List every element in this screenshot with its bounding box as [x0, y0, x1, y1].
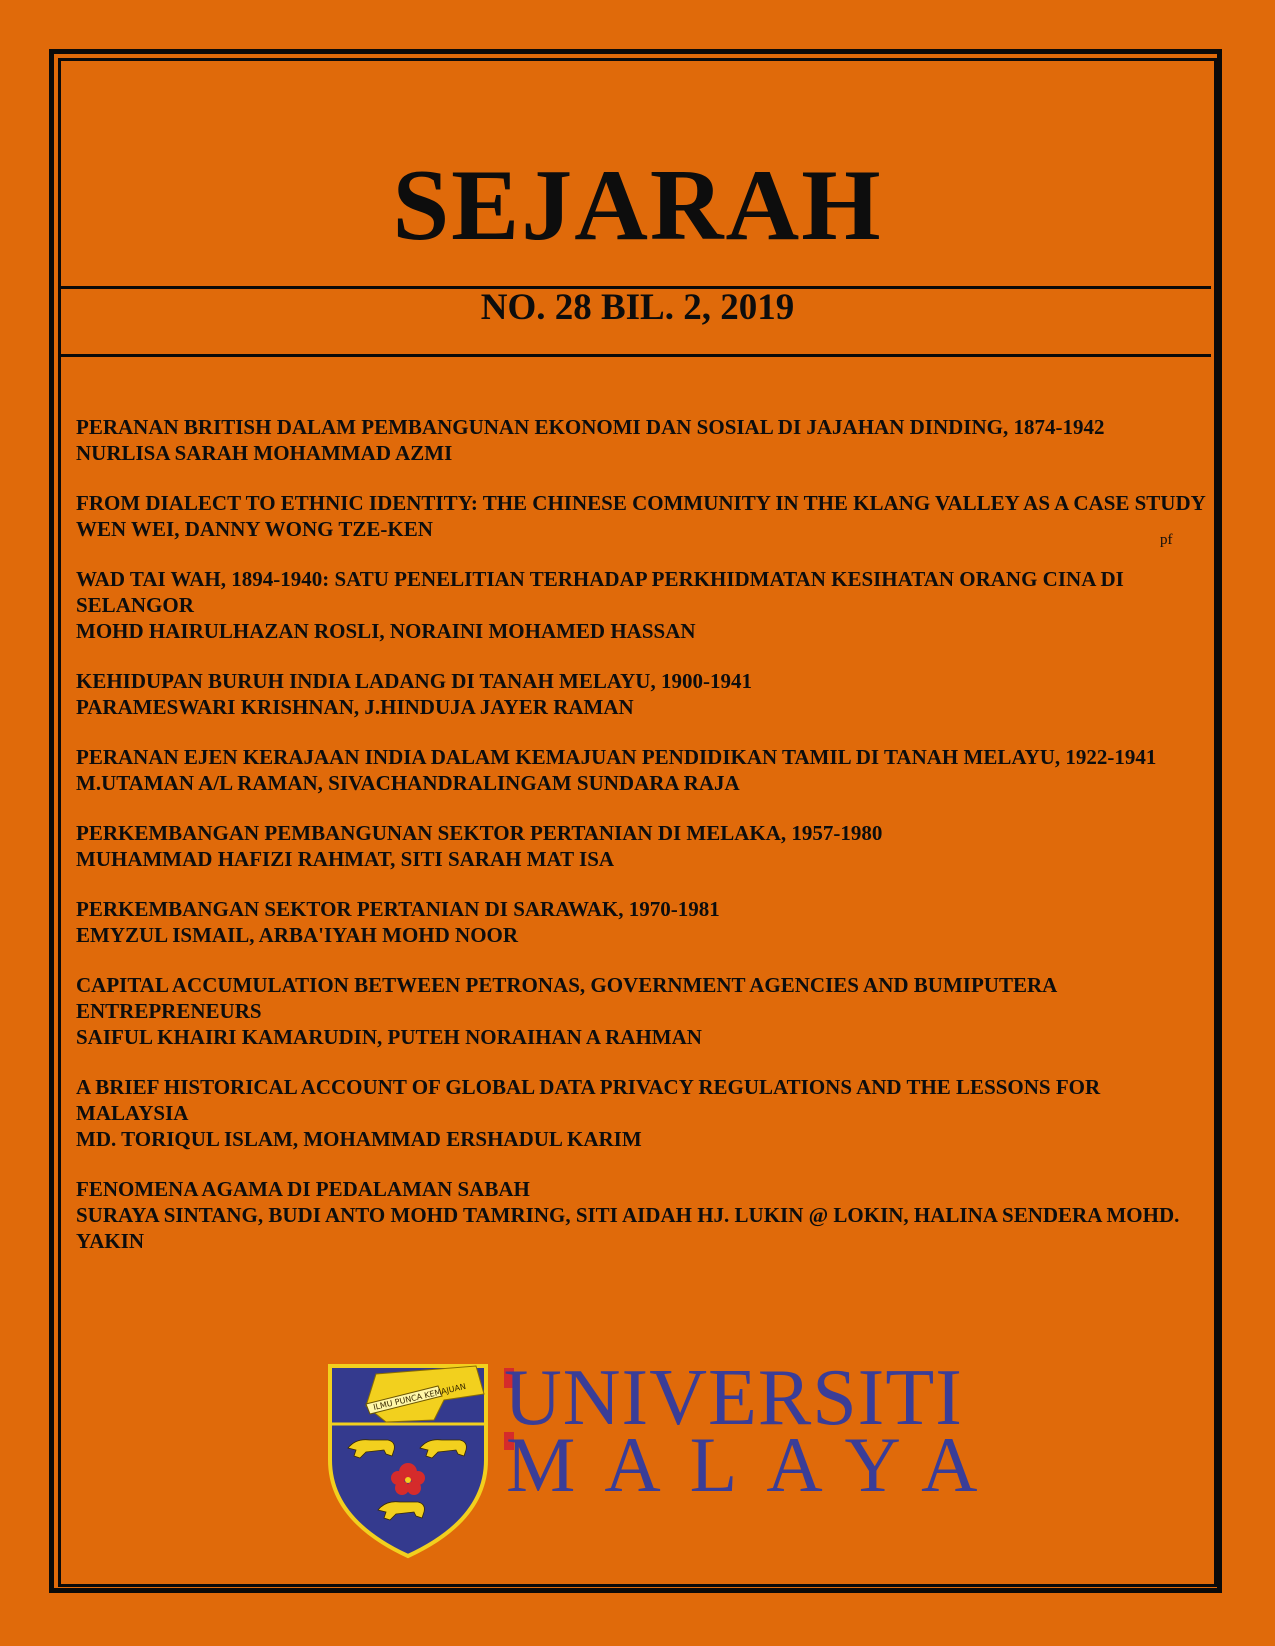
crest-motto: ILMU PUNCA KEMAJUAN	[372, 1381, 467, 1412]
bottom-rule	[61, 354, 1211, 357]
article-authors: SURAYA SINTANG, BUDI ANTO MOHD TAMRING, SITI AIDAH HJ. LUKIN @ LOKIN, HALINA SENDERA MOHD. YAKIN	[76, 1203, 1180, 1253]
article-entry	[76, 972, 1206, 1050]
article-authors: M.UTAMAN A/L RAMAN, SIVACHANDRALINGAM SUNDARA RAJA	[76, 771, 740, 795]
article-entry	[76, 668, 1206, 720]
article-entry	[76, 896, 1206, 948]
article-entry	[76, 1176, 1206, 1254]
logo-wordmark-line1: UNIVERSITI	[504, 1354, 963, 1442]
article-authors: MD. TORIQUL ISLAM, MOHAMMAD ERSHADUL KARIM	[76, 1127, 642, 1151]
article-authors: EMYZUL ISMAIL, ARBA'IYAH MOHD NOOR	[76, 923, 519, 947]
article-entry	[76, 414, 1206, 466]
article-authors: WEN WEI, DANNY WONG TZE-KEN	[76, 517, 433, 541]
stray-mark: pf	[1160, 532, 1173, 548]
logo-wordmark-line2: MALAYA	[506, 1421, 1007, 1508]
article-entry	[76, 1074, 1206, 1152]
issue-number: NO. 28 BIL. 2, 2019	[480, 287, 795, 328]
journal-title: SEJARAH	[392, 149, 883, 262]
article-title: CAPITAL ACCUMULATION BETWEEN PETRONAS, GOVERNMENT AGENCIES AND BUMIPUTERA ENTREPRENEURS	[76, 973, 1057, 1023]
article-title: PERKEMBANGAN PEMBANGUNAN SEKTOR PERTANIAN DI MELAKA, 1957-1980	[76, 821, 883, 845]
article-authors: NURLISA SARAH MOHAMMAD AZMI	[76, 441, 453, 465]
article-authors: PARAMESWARI KRISHNAN, J.HINDUJA JAYER RAMAN	[76, 695, 634, 719]
article-title: KEHIDUPAN BURUH INDIA LADANG DI TANAH MELAYU, 1900-1941	[76, 669, 752, 693]
article-title: PERANAN BRITISH DALAM PEMBANGUNAN EKONOMI DAN SOSIAL DI JAJAHAN DINDING, 1874-1942	[76, 415, 1105, 439]
article-title: PERANAN EJEN KERAJAAN INDIA DALAM KEMAJUAN PENDIDIKAN TAMIL DI TANAH MELAYU, 1922-1941	[76, 745, 1157, 769]
article-entry	[76, 490, 1206, 542]
article-title: PERKEMBANGAN SEKTOR PERTANIAN DI SARAWAK, 1970-1981	[76, 897, 720, 921]
table-of-contents	[76, 414, 1206, 1278]
article-authors: SAIFUL KHAIRI KAMARUDIN, PUTEH NORAIHAN A RAHMAN	[76, 1025, 702, 1049]
article-title: FENOMENA AGAMA DI PEDALAMAN SABAH	[76, 1177, 530, 1201]
article-title: FROM DIALECT TO ETHNIC IDENTITY: THE CHINESE COMMUNITY IN THE KLANG VALLEY AS A CASE STUDY	[76, 491, 1206, 515]
article-title: A BRIEF HISTORICAL ACCOUNT OF GLOBAL DATA PRIVACY REGULATIONS AND THE LESSONS FOR MALAYSIA	[76, 1075, 1101, 1125]
university-logo	[326, 1354, 1007, 1560]
article-authors: MUHAMMAD HAFIZI RAHMAT, SITI SARAH MAT ISA	[76, 847, 615, 871]
article-title: WAD TAI WAH, 1894-1940: SATU PENELITIAN TERHADAP PERKHIDMATAN KESIHATAN ORANG CINA DI SELANGOR	[76, 567, 1124, 617]
article-entry	[76, 820, 1206, 872]
article-entry	[76, 566, 1206, 644]
university-crest-icon	[326, 1360, 492, 1560]
article-authors: MOHD HAIRULHAZAN ROSLI, NORAINI MOHAMED HASSAN	[76, 619, 696, 643]
article-entry	[76, 744, 1206, 796]
